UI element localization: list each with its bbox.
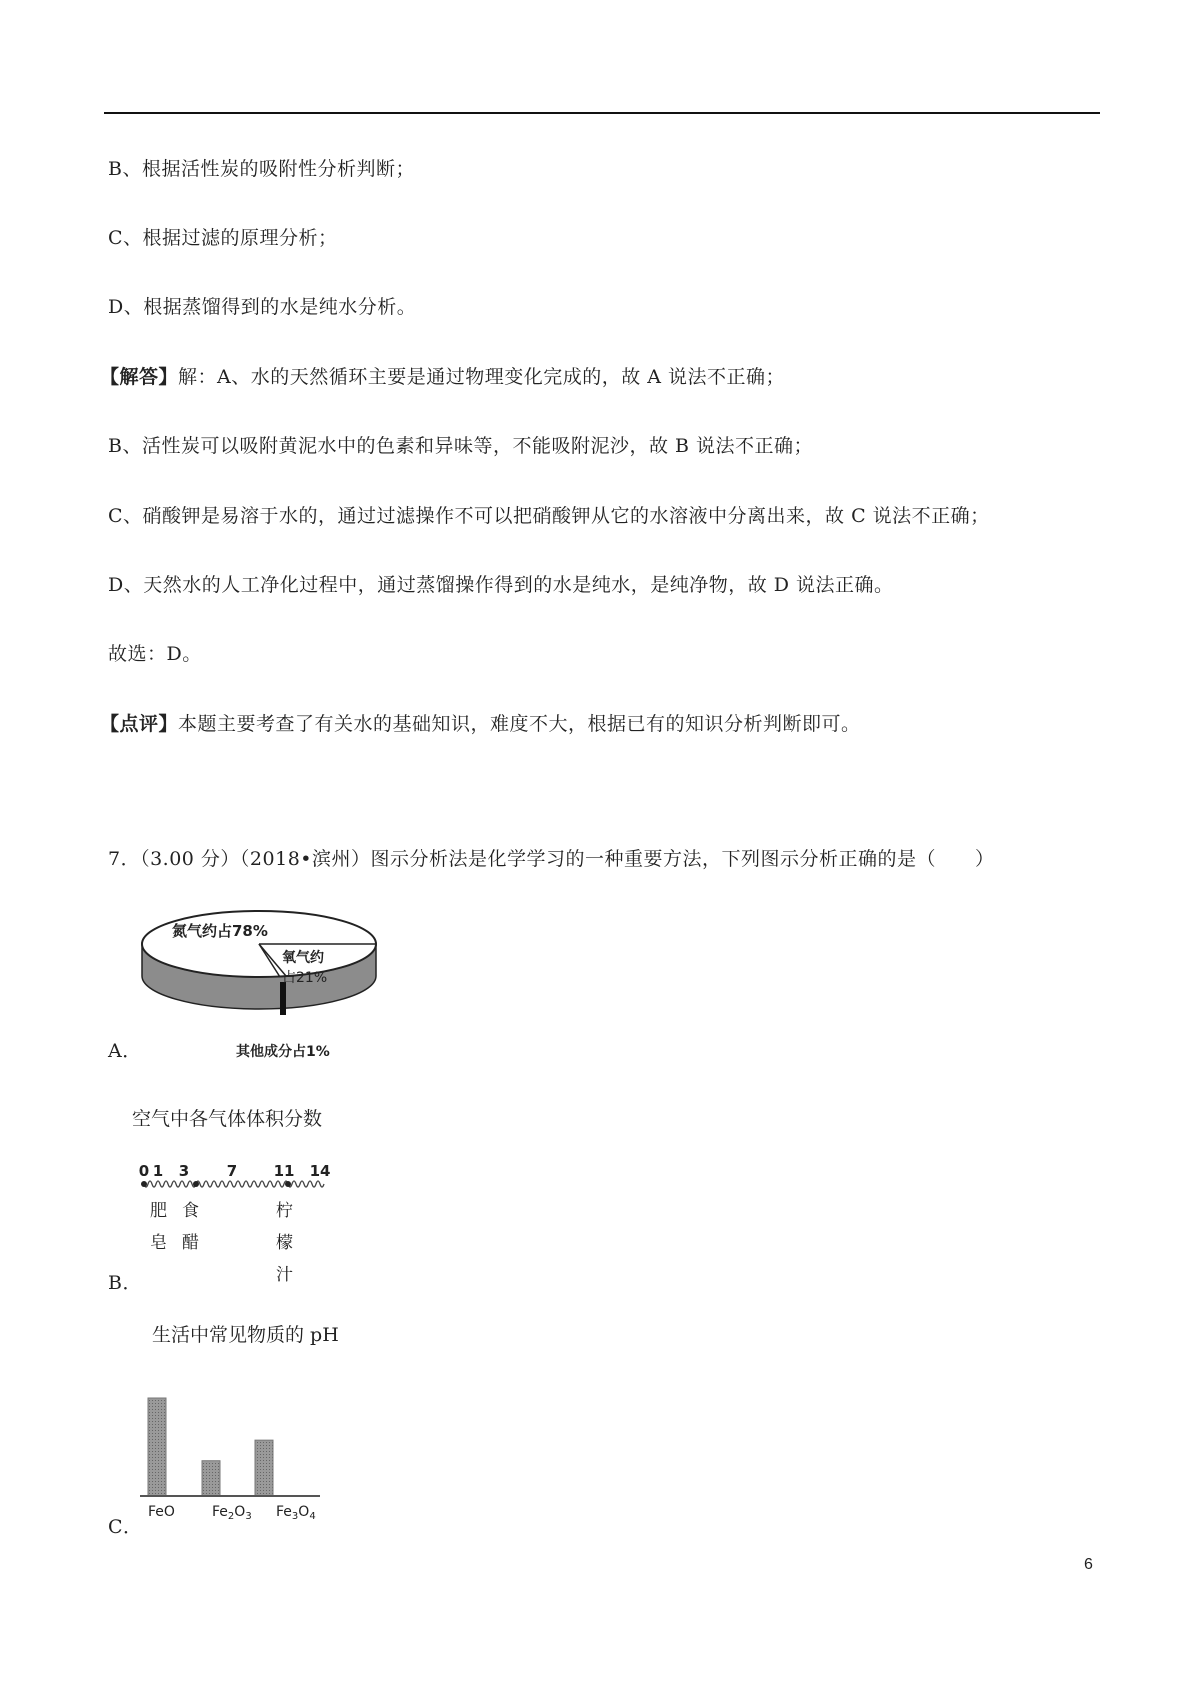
ph-item-2-char-2: 汁 <box>276 1265 293 1285</box>
ph-marker-soap <box>141 1181 147 1187</box>
ph-item-1-char-0: 食 <box>182 1201 199 1221</box>
ph-tick-1: 1 <box>152 1162 164 1180</box>
ph-item-0-char-0: 肥 <box>150 1201 167 1221</box>
ph-marker-lemon <box>285 1181 291 1187</box>
ph-item-2-char-1: 檬 <box>276 1233 293 1253</box>
ph-tick-14: 14 <box>309 1162 331 1180</box>
ph-tick-0: 0 <box>138 1162 150 1180</box>
ph-tick-7: 7 <box>226 1162 238 1180</box>
comment-label: 【点评】 <box>100 713 179 735</box>
solution-answer: 故选：D。 <box>108 643 202 665</box>
ph-item-1-char-1: 醋 <box>182 1233 199 1253</box>
analysis-option-d: D、根据蒸馏得到的水是纯水分析。 <box>108 296 417 318</box>
ph-item-0-char-1: 皂 <box>150 1233 167 1253</box>
iron-oxide-bar-figure <box>140 1382 330 1528</box>
pie-oxygen-label-1: 氧气约 <box>282 950 324 966</box>
option-b-letter: B． <box>108 1272 142 1294</box>
bar-fe2o3 <box>202 1461 220 1496</box>
comment-line <box>100 711 861 737</box>
bar-label-fe3o4: $Fe_3O_4$ <box>276 1504 316 1522</box>
ph-item-labels <box>150 1201 293 1285</box>
bar-feo <box>148 1398 166 1496</box>
option-a-letter: A． <box>108 1040 142 1062</box>
bar-fe3o4 <box>255 1440 273 1496</box>
solution-label: 【解答】 <box>100 366 179 388</box>
pie-nitrogen-label: 氮气约占78% <box>172 922 268 940</box>
question-7-stem: 7．（3.00 分）（2018•滨州）图示分析法是化学学习的一种重要方法，下列图示分析正确的是（ ） <box>108 848 995 870</box>
option-a-caption: 空气中各气体体积分数 <box>132 1108 323 1130</box>
solution-lead-text: 解：A、水的天然循环主要是通过物理变化完成的，故 A 说法不正确； <box>178 366 786 388</box>
ph-axis-line <box>144 1181 324 1187</box>
solution-line-b: B、活性炭可以吸附黄泥水中的色素和异味等，不能吸附泥沙，故 B 说法不正确； <box>108 435 814 457</box>
ph-item-2-char-0: 柠 <box>276 1201 293 1221</box>
ph-tick-3: 3 <box>178 1162 190 1180</box>
air-composition-pie-figure <box>136 904 386 1062</box>
ph-number-line-figure <box>140 1162 360 1292</box>
header-rule <box>104 112 1100 114</box>
ph-tick-11: 11 <box>273 1162 295 1180</box>
solution-line-d: D、天然水的人工净化过程中，通过蒸馏操作得到的水是纯水，是纯净物，故 D 说法正确。 <box>108 574 894 596</box>
pie-other-label: 其他成分占1% <box>236 1044 330 1060</box>
page-number: 6 <box>1084 1556 1093 1573</box>
bar-group <box>148 1398 273 1496</box>
comment-text: 本题主要考查了有关水的基础知识，难度不大，根据已有的知识分析判断即可。 <box>178 713 861 735</box>
analysis-option-b: B、根据活性炭的吸附性分析判断； <box>108 158 415 180</box>
bar-label-feo: FeO <box>148 1504 175 1520</box>
option-b-caption: 生活中常见物质的 pH <box>152 1324 339 1346</box>
pie-oxygen-label-2: 占21% <box>282 970 328 986</box>
bar-label-fe2o3: $Fe_2O_3$ <box>212 1504 252 1522</box>
pie-other-slice <box>280 982 286 1015</box>
option-c-letter: C． <box>108 1516 143 1538</box>
ph-tick-labels <box>139 1162 331 1180</box>
analysis-option-c: C、根据过滤的原理分析； <box>108 227 338 249</box>
solution-line-c: C、硝酸钾是易溶于水的，通过过滤操作不可以把硝酸钾从它的水溶液中分离出来，故 C 说法不正确； <box>108 505 990 527</box>
ph-marker-vinegar <box>193 1181 199 1187</box>
solution-lead-line <box>100 364 785 390</box>
